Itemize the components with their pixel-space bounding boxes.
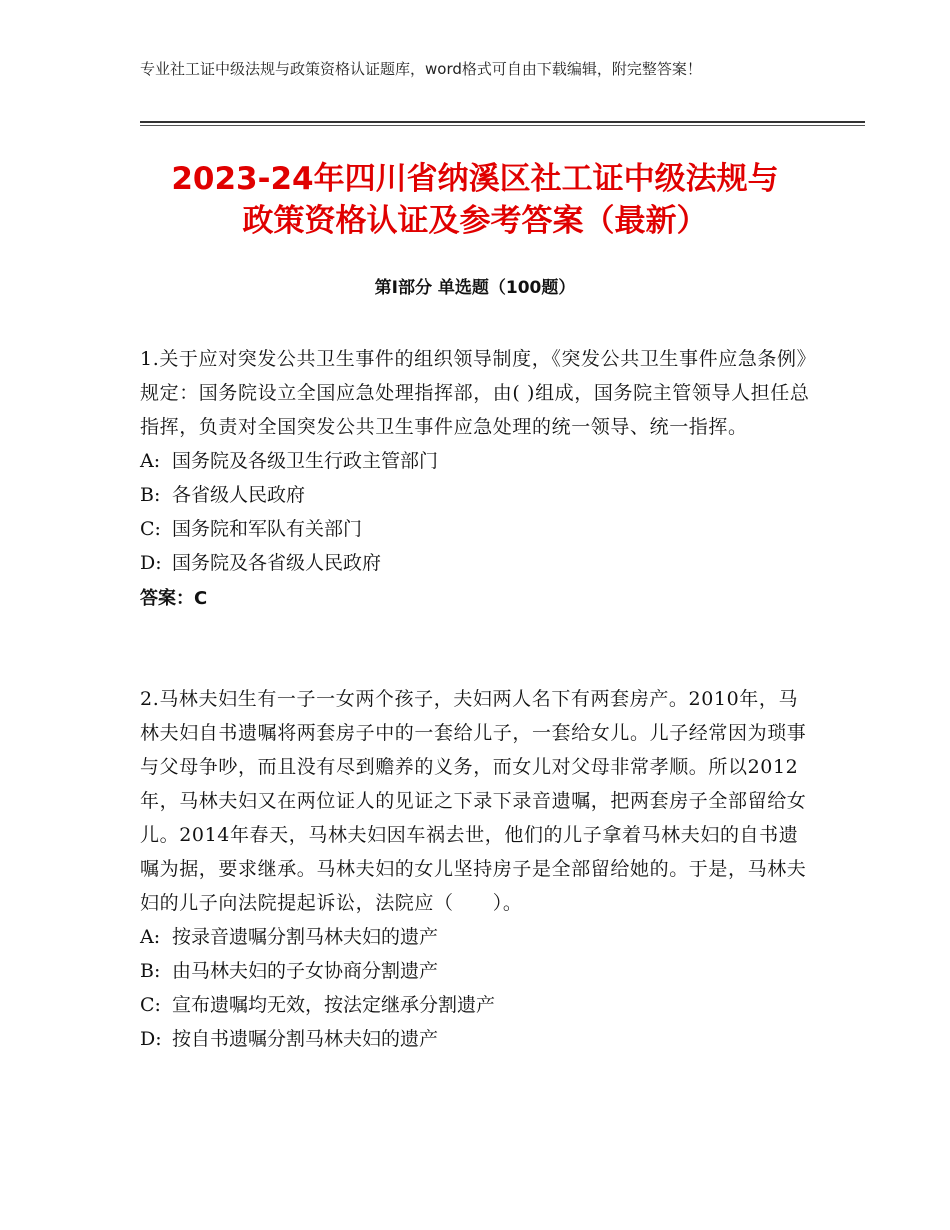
header-divider-thin <box>140 125 865 126</box>
option-text: 由马林夫妇的子女协商分割遗产 <box>172 960 439 982</box>
option-c <box>140 988 810 1022</box>
answer: 答案：C <box>140 588 208 609</box>
option-text: 国务院和军队有关部门 <box>172 518 363 540</box>
option-a <box>140 444 810 478</box>
option-text: 国务院及各省级人民政府 <box>172 552 382 574</box>
title-line-2: 政策资格认证及参考答案（最新） <box>242 203 708 239</box>
option-b <box>140 478 810 512</box>
question-stem: 2.马林夫妇生有一子一女两个孩子，夫妇两人名下有两套房产。2010年，马林夫妇自书遗嘱将两套房子中的一套给儿子，一套给女儿。儿子经常因为琐事与父母争吵，而且没有尽到赡养的义务，而女儿对父母非常孝顺。所以2012年，马林夫妇又在两位证人的见证之下录下录音遗嘱，把两套房子全部留给女儿。2014年春天，马林夫妇因车祸去世，他们的儿子拿着马林夫妇的自书遗嘱为据，要求继承。马林夫妇的女儿坚持房子是全部留给她的。于是，马林夫妇的儿子向法院提起诉讼，法院应（ ）。 <box>140 688 807 914</box>
section-title: 第Ⅰ部分 单选题（100题） <box>374 278 576 298</box>
question-2 <box>140 682 810 1056</box>
option-a <box>140 920 810 954</box>
question-1 <box>140 342 810 616</box>
option-letter: A: <box>140 926 161 948</box>
header-note: 专业社工证中级法规与政策资格认证题库，word格式可自由下载编辑，附完整答案！ <box>140 60 702 78</box>
option-b <box>140 954 810 988</box>
title-line-1: 2023-24年四川省纳溪区社工证中级法规与 <box>171 161 779 197</box>
option-d <box>140 1022 810 1056</box>
option-text: 按自书遗嘱分割马林夫妇的遗产 <box>172 1028 439 1050</box>
option-letter: B: <box>140 960 161 982</box>
question-stem: 1.关于应对突发公共卫生事件的组织领导制度，《突发公共卫生事件应急条例》规定：国务院设立全国应急处理指挥部，由( )组成，国务院主管领导人担任总指挥，负责对全国突发公共卫生事件应急处理的统一领导、统一指挥。 <box>140 348 810 438</box>
option-text: 各省级人民政府 <box>172 484 306 506</box>
option-letter: D: <box>140 552 162 574</box>
option-letter: C: <box>140 994 161 1016</box>
option-text: 国务院及各级卫生行政主管部门 <box>172 450 439 472</box>
document-title <box>120 158 830 242</box>
option-letter: D: <box>140 1028 162 1050</box>
option-letter: B: <box>140 484 161 506</box>
option-d <box>140 546 810 580</box>
header-divider <box>140 121 865 123</box>
option-letter: A: <box>140 450 161 472</box>
option-text: 按录音遗嘱分割马林夫妇的遗产 <box>172 926 439 948</box>
option-letter: C: <box>140 518 161 540</box>
option-c <box>140 512 810 546</box>
option-text: 宣布遗嘱均无效，按法定继承分割遗产 <box>172 994 496 1016</box>
